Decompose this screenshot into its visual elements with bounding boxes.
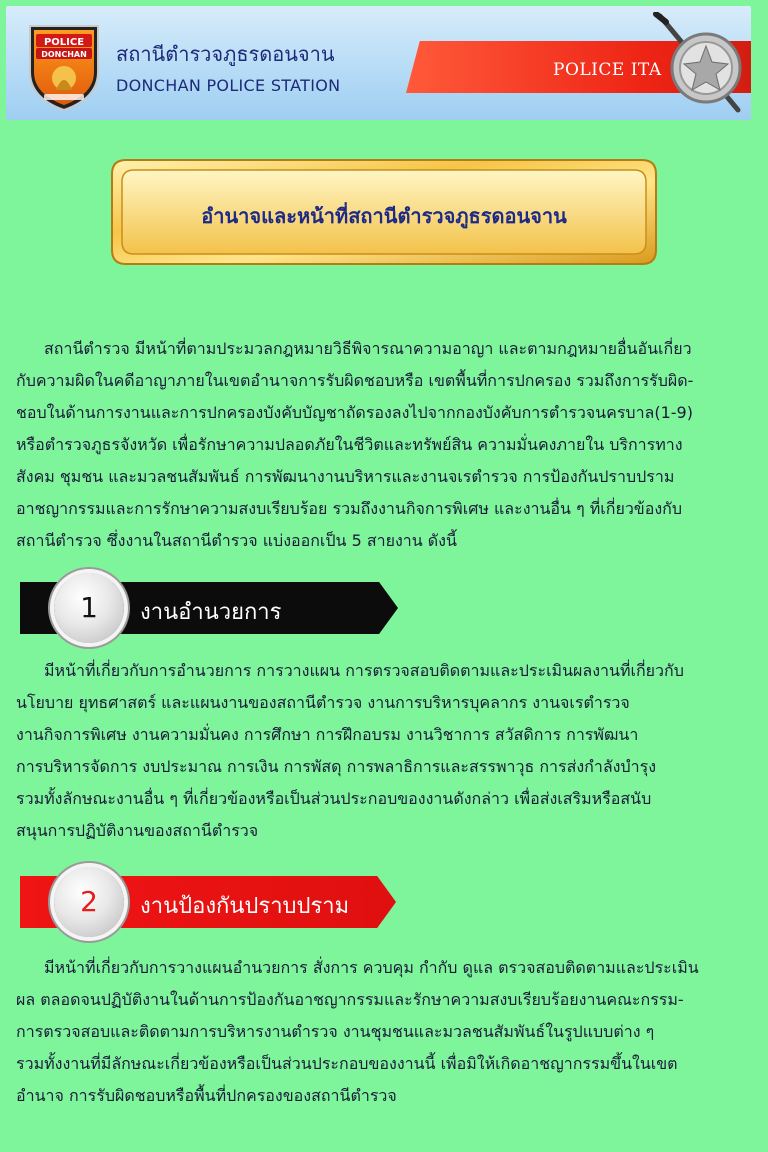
intro-line: กับความผิดในคดีอาญาภายในเขตอำนาจการรับผิดชอบหรือ เขตพื้นที่การปกครอง รวมถึงการรับผิด- xyxy=(16,371,694,390)
section-1-line: สนุนการปฏิบัติงานของสถานีตำรวจ xyxy=(16,821,259,840)
section-1-title: งานอำนวยการ xyxy=(140,600,282,625)
section-1-line: นโยบาย ยุทธศาสตร์ และแผนงานของสถานีตำรวจ งานการบริหารบุคลากร งานจเรตำรวจ xyxy=(16,693,630,712)
section-1-line: การบริหารจัดการ งบประมาณ การเงิน การพัสดุ การพลาธิการและสรรพาวุธ การส่งกำลังบำรุง xyxy=(16,757,656,776)
intro-line: สถานีตำรวจ ซึ่งงานในสถานีตำรวจ แบ่งออกเป็น 5 สายงาน ดังนี้ xyxy=(16,531,457,550)
logo-text-top: POLICE xyxy=(43,37,85,48)
section-1-number-circle xyxy=(54,573,124,643)
section-2-line: ผล ตลอดจนปฏิบัติงานในด้านการป้องกันอาชญากรรมและรักษาความสงบเรียบร้อยงานคณะกรรม- xyxy=(16,990,684,1009)
police-ita-label[interactable]: POLICE ITA xyxy=(553,60,662,80)
section-2-line: อำนาจ การรับผิดชอบหรือพื้นที่ปกครองของสถานีตำรวจ xyxy=(16,1086,397,1105)
section-2-line: การตรวจสอบและติดตามการบริหารงานตำรวจ งานชุมชนและมวลชนสัมพันธ์ในรูปแบบต่าง ๆ xyxy=(16,1022,655,1041)
section-1-number: 1 xyxy=(80,591,98,624)
section-2-title: งานป้องกันปราบปราม xyxy=(140,894,350,919)
intro-line: หรือตำรวจภูธรจังหวัด เพื่อรักษาความปลอดภัยในชีวิตและทรัพย์สิน ความมั่นคงภายใน บริการทาง xyxy=(16,435,683,454)
section-2-number: 2 xyxy=(80,885,98,918)
police-seal-icon xyxy=(652,12,752,116)
station-name-th: สถานีตำรวจภูธรดอนจาน xyxy=(116,42,335,66)
section-1-line: งานกิจการพิเศษ งานความมั่นคง การศึกษา การฝึกอบรม งานวิชาการ สวัสดิการ การพัฒนา xyxy=(16,725,639,744)
station-name-en: DONCHAN POLICE STATION xyxy=(116,76,341,95)
section-1-line: รวมทั้งลักษณะงานอื่น ๆ ที่เกี่ยวข้องหรือเป็นส่วนประกอบของงานดังกล่าว เพื่อส่งเสริมหรือสนับ xyxy=(16,789,652,808)
section-1-paragraph xyxy=(16,655,760,847)
site-header xyxy=(6,6,751,120)
section-1-header xyxy=(20,582,398,634)
section-2-line: มีหน้าที่เกี่ยวกับการวางแผนอำนวยการ สั่งการ ควบคุม กำกับ ดูแล ตรวจสอบติดตามและประเมิน xyxy=(44,958,699,977)
section-2-header xyxy=(20,876,396,928)
section-2-paragraph xyxy=(16,952,760,1112)
intro-line: ชอบในด้านการงานและการปกครองบังคับบัญชาถัดรองลงไปจากกองบังคับการตำรวจนครบาล(1-9) xyxy=(16,403,693,422)
logo-text-bottom: DONCHAN xyxy=(41,50,87,59)
page-title: อำนาจและหน้าที่สถานีตำรวจภูธรดอนจาน xyxy=(201,204,567,228)
section-1-line: มีหน้าที่เกี่ยวกับการอำนวยการ การวางแผน การตรวจสอบติดตามและประเมินผลงานที่เกี่ยวกับ xyxy=(44,661,684,680)
intro-line: สถานีตำรวจ มีหน้าที่ตามประมวลกฎหมายวิธีพิจารณาความอาญา และตามกฎหมายอื่นอันเกี่ยว xyxy=(44,339,692,358)
police-badge-logo xyxy=(24,20,104,112)
section-2-line: รวมทั้งงานที่มีลักษณะเกี่ยวข้องหรือเป็นส่วนประกอบของงานนี้ เพื่อมิให้เกิดอาชญากรรมขึ้นในเขต xyxy=(16,1054,678,1073)
intro-paragraph xyxy=(16,333,760,557)
section-2-number-circle xyxy=(54,867,124,937)
intro-line: สังคม ชุมชน และมวลชนสัมพันธ์ การพัฒนางานบริหารและงานจเรตำรวจ การป้องกันปราบปราม xyxy=(16,467,675,486)
intro-line: อาชญากรรมและการรักษาความสงบเรียบร้อย รวมถึงงานกิจการพิเศษ และงานอื่น ๆ ที่เกี่ยวข้องกับ xyxy=(16,499,683,518)
